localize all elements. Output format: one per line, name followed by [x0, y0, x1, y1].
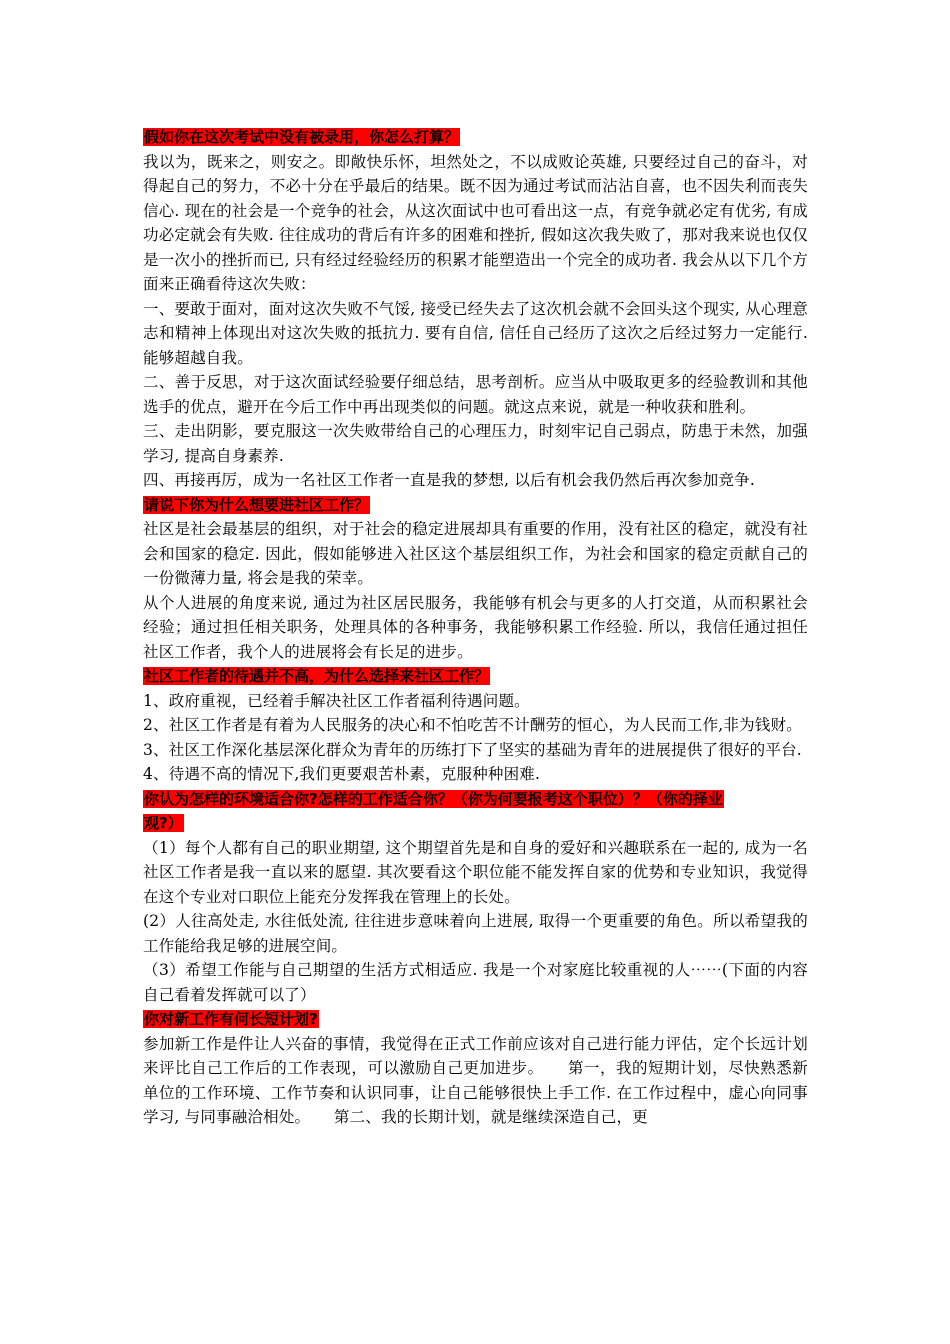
answer-paragraph: 2、社区工作者是有着为人民服务的决心和不怕吃苦不计酬劳的恒心，为人民而工作,非为钱财。: [143, 716, 802, 734]
section-not-hired: [143, 125, 808, 493]
question-heading: 你认为怎样的环境适合你?怎样的工作适合你？（你为何要报考这个职位）？（你的择业: [144, 789, 723, 808]
answer-paragraph: 4、待遇不高的情况下,我们更要艰苦朴素，克服种种困难.: [143, 765, 541, 783]
question-heading: 你对新工作有何长短计划?: [144, 1010, 318, 1028]
answer-paragraph: 从个人进展的角度来说, 通过为社区居民服务，我能够有机会与更多的人打交道，从而积累社会经验；通过担任相关职务，处理具体的各种事务，我能够积累工作经验. 所以，我信任通过担任社区工作者，我个人的进展将会有长足的进步。: [143, 593, 808, 661]
answer-paragraph: (2）人往高处走, 水往低处流, 往往进步意味着向上进展, 取得一个更重要的角色。所以希望我的工作能给我足够的进展空间。: [143, 912, 808, 955]
question-heading: 社区工作者的待遇并不高，为什么选择来社区工作？: [144, 667, 490, 685]
answer-paragraph: 一、要敢于面对，面对这次失败不气馁, 接受已经失去了这次机会就不会回头这个现实, 从心理意志和精神上体现出对这次失败的抵抗力. 要有自信, 信任自己经历了这次之后经过努力一定能行. 能够超越自我。: [143, 299, 808, 367]
question-heading-continued: 观?）: [144, 814, 183, 832]
answer-paragraph: （1）每个人都有自己的职业期望, 这个期望首先是和自身的爱好和兴趣联系在一起的, 成为一名社区工作者是我一直以来的愿望. 其次要看这个职位能不能发挥自家的优势和专业知识，我觉得在这个专业对口职位上能充分发挥我在管理上的长处。: [143, 838, 808, 906]
answer-paragraph: （3）希望工作能与自己期望的生活方式相适应. 我是一个对家庭比较重视的人⋯⋯(下面的内容自己看着发挥就可以了）: [143, 961, 808, 1004]
answer-paragraph: 参加新工作是件让人兴奋的事情，我觉得在正式工作前应该对自己进行能力评估，定个长远计划来评比自己工作后的工作表现，可以激励自己更加进步。 第一，我的短期计划，尽快熟悉新单位的工作环境、工作节奏和认识同事，让自己能够很快上手工作. 在工作过程中，虚心向同事学习, 与同事融洽相处。 第二、我的长期计划，就是继续深造自己，更: [143, 1034, 808, 1126]
answer-paragraph: 二、善于反思，对于这次面试经验要仔细总结，思考剖析。应当从中吸取更多的经验教训和其他选手的优点，避开在今后工作中再出现类似的问题。就这点来说，就是一种收获和胜利。: [143, 373, 808, 416]
section-low-pay: [143, 664, 808, 787]
answer-paragraph: 四、再接再厉，成为一名社区工作者一直是我的梦想, 以后有机会我仍然后再次参加竞争.: [143, 471, 755, 489]
question-heading: 假如你在这次考试中没有被录用，你怎么打算？: [144, 128, 460, 146]
answer-paragraph: 三、走出阴影，要克服这一次失败带给自己的心理压力，时刻牢记自己弱点，防患于未然，加强学习, 提高自身素养.: [143, 422, 808, 465]
answer-paragraph: 我以为，既来之，则安之。即敞快乐怀，坦然处之，不以成败论英雄, 只要经过自己的奋斗，对得起自己的努力，不必十分在乎最后的结果。既不因为通过考试而沾沾自喜，也不因失利而丧失信心. 现在的社会是一个竞争的社会，从这次面试中也可看出这一点，有竞争就必定有优劣, 有成功必定就会有失败. 往往成功的背后有许多的困难和挫折, 假如这次我失败了，那对我来说也仅仅是一次小的挫折而已, 只有经过经验经历的积累才能塑造出一个完全的成功者. 我会从以下几个方面来正确看待这次失败：: [143, 152, 808, 293]
document-page: [143, 125, 808, 1130]
answer-paragraph: 1、政府重视，已经着手解决社区工作者福利待遇问题。: [143, 691, 530, 710]
question-heading: 请说下你为什么想要进社区工作？: [144, 495, 370, 514]
answer-paragraph: 社区是社会最基层的组织，对于社会的稳定进展却具有重要的作用，没有社区的稳定，就没有社会和国家的稳定. 因此，假如能够进入社区这个基层组织工作，为社会和国家的稳定贡献自己的一份微薄力量, 将会是我的荣幸。: [143, 520, 808, 587]
answer-paragraph: 3、社区工作深化基层深化群众为青年的历练打下了坚实的基础为青年的进展提供了很好的平台.: [143, 740, 802, 759]
section-why-community: [143, 493, 808, 665]
section-work-plan: [143, 1007, 808, 1130]
section-suitable-environment: [143, 787, 808, 1008]
